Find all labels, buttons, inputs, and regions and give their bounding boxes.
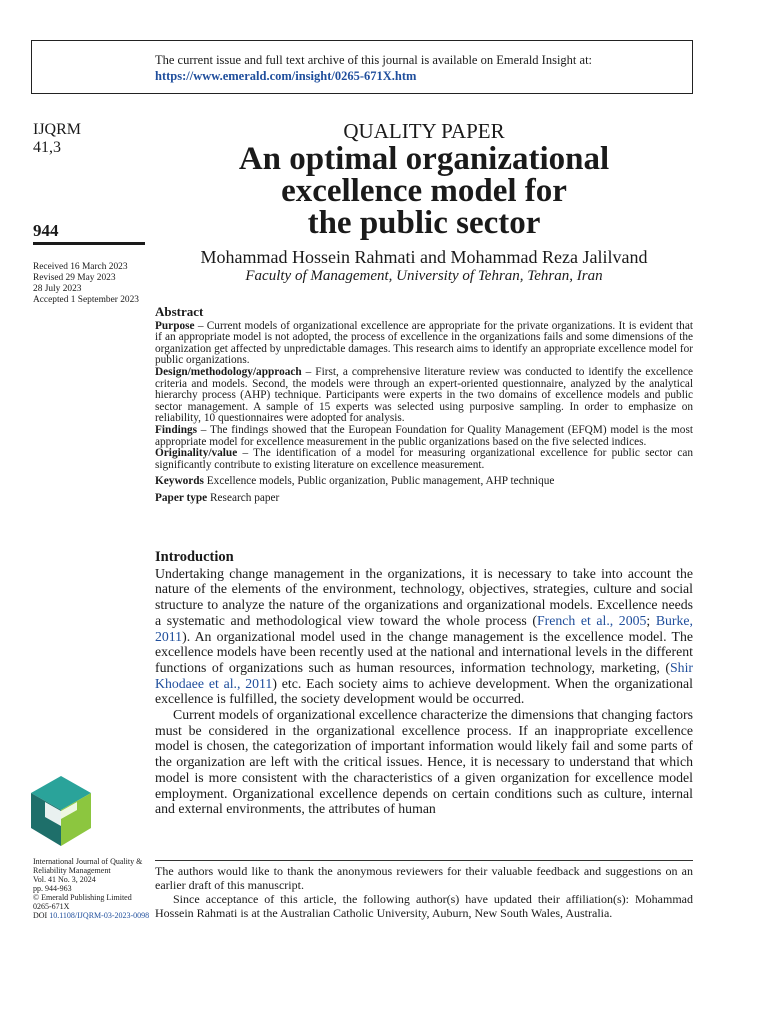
article-dates — [33, 262, 139, 306]
title-line: excellence model for — [281, 173, 567, 209]
page-number-rule — [33, 242, 145, 245]
acknowledgement: The authors would like to thank the anonymous reviewers for their valuable feedback and suggestions on an earlier draft of this manuscript. — [155, 864, 693, 892]
keywords-label: Keywords — [155, 475, 204, 488]
introduction-section — [155, 550, 693, 817]
keywords — [155, 476, 693, 488]
doi-line — [33, 911, 151, 920]
papertype-label: Paper type — [155, 491, 208, 504]
date-revised-2: 28 July 2023 — [33, 284, 82, 294]
originality-text: – The identification of a model for measuring organizational excellence for public sector can significantly contribute to existing literature on excellence measurement. — [155, 447, 693, 471]
citation-link[interactable]: Burke, 2011 — [155, 612, 693, 644]
issn: 0265-671X — [33, 902, 70, 911]
page-range: pp. 944-963 — [33, 884, 72, 893]
citation-link[interactable]: French et al., 2005 — [536, 612, 647, 628]
intro-text: Undertaking change management in the organizations, it is necessary to take into account the nature of the elements of the environment, technology, objectives, strategies, culture and social structure to analyze the nature of the organizations and organizational models. Excellence needs a systematic and methodological view toward the whole process ( — [155, 565, 693, 628]
purpose-text: – Current models of organizational excellence are appropriate for the private organizations. It is evident that if an appropriate model is not adopted, the process of excellence in the organizations fails and some dimensions of the organization get affected by unpredictable damages. This research aims to identify an appropriate excellence model for public organizations. — [155, 319, 693, 367]
title-line: An optimal organizational — [238, 141, 610, 177]
date-accepted: Accepted 1 September 2023 — [33, 295, 139, 305]
originality-label: Originality/value — [155, 447, 238, 460]
date-revised: Revised 29 May 2023 — [33, 273, 116, 283]
page-number: 944 — [33, 221, 59, 240]
copyright: © Emerald Publishing Limited — [33, 893, 132, 902]
footnote — [155, 864, 693, 920]
journal-abbreviation — [33, 121, 81, 157]
findings-text: – The findings showed that the European Foundation for Quality Management (EFQM) model is the most appropriate model for excellence measurement in the public organizations based on the five selected indices. — [155, 423, 693, 448]
volume-issue: 41,3 — [33, 139, 61, 156]
doi-prefix: DOI — [33, 911, 50, 920]
abstract-purpose — [155, 321, 693, 367]
intro-text: ) etc. Each society aims to achieve development. When the organizational excellence is fulfilled, the society development would be occurred. — [155, 675, 693, 707]
doi-link[interactable]: 10.1108/IJQRM-03-2023-0098 — [49, 911, 150, 920]
keywords-text: Excellence models, Public organization, Public management, AHP technique — [203, 475, 555, 488]
affiliation-update: Since acceptance of this article, the following author(s) have updated their affiliation(s): Mohammad Hossein Rahmati is at the Australian Catholic University, Auburn, New South Wales, Australia. — [155, 892, 693, 920]
abstract-originality — [155, 448, 693, 471]
abstract — [155, 306, 693, 505]
abstract-findings — [155, 425, 693, 448]
article-title — [155, 143, 693, 239]
journal-availability-banner — [31, 40, 693, 94]
title-line: the public sector — [307, 205, 541, 241]
findings-label: Findings — [155, 423, 198, 436]
volume-line: Vol. 41 No. 3, 2024 — [33, 875, 96, 884]
intro-paragraph-1 — [155, 566, 693, 707]
footnote-rule — [155, 860, 693, 861]
journal-info — [33, 857, 151, 920]
abstract-heading: Abstract — [155, 304, 204, 319]
journal-abbr-text: IJQRM — [33, 121, 82, 138]
design-label: Design/methodology/approach — [155, 365, 302, 378]
abstract-design — [155, 367, 693, 425]
papertype-text: Research paper — [207, 491, 280, 504]
paper-type-label: QUALITY PAPER — [343, 119, 505, 143]
citation-link[interactable]: Shir Khodaee et al., 2011 — [155, 659, 693, 691]
journal-full-name: International Journal of Quality & Reliability Management — [33, 857, 143, 875]
journal-url-link[interactable]: https://www.emerald.com/insight/0265-671X.htm — [155, 69, 417, 83]
emerald-publishing-logo-icon — [31, 776, 91, 846]
purpose-label: Purpose — [155, 319, 195, 332]
date-received: Received 16 March 2023 — [33, 262, 128, 272]
intro-text: ). An organizational model used in the change management is the excellence model. The excellence models have been recently used at the national and international levels in the different functions of organizations such as human resources, information technology, marketing, ( — [155, 628, 693, 675]
introduction-heading: Introduction — [155, 549, 234, 565]
banner-text: The current issue and full text archive of this journal is available on Emerald Insight at: — [155, 53, 593, 67]
authors: Mohammad Hossein Rahmati and Mohammad Reza Jalilvand — [200, 247, 648, 267]
intro-paragraph-2: Current models of organizational excellence characterize the dimensions that changing factors must be considered in the organizational excellence process. If an inappropriate excellence model is chosen, the categorization of important information would likely fail and some parts of the organization are left with the critical issues. Hence, it is necessary to understand that which model is more consistent with the characteristics of a given organization for excellence model employment. Organizational excellence depends on certain conditions such as culture, internal and external environments, the attributes of human — [155, 707, 693, 817]
paper-type — [155, 493, 693, 505]
affiliation: Faculty of Management, University of Tehran, Tehran, Iran — [245, 268, 603, 284]
citation-separator: ; — [646, 612, 656, 628]
design-text: – First, a comprehensive literature review was conducted to identify the excellence criteria and models. Second, the models were through an expert-oriented questionnaire, analyzed by the analytical hierarchy process (AHP) technique. Participants were experts in the two domains of excellence models and public sector management. A sample of 15 experts was selected using purposive sampling. In order to emphasize on reliability, 10 questionnaires were adopted for analysis. — [155, 365, 693, 425]
